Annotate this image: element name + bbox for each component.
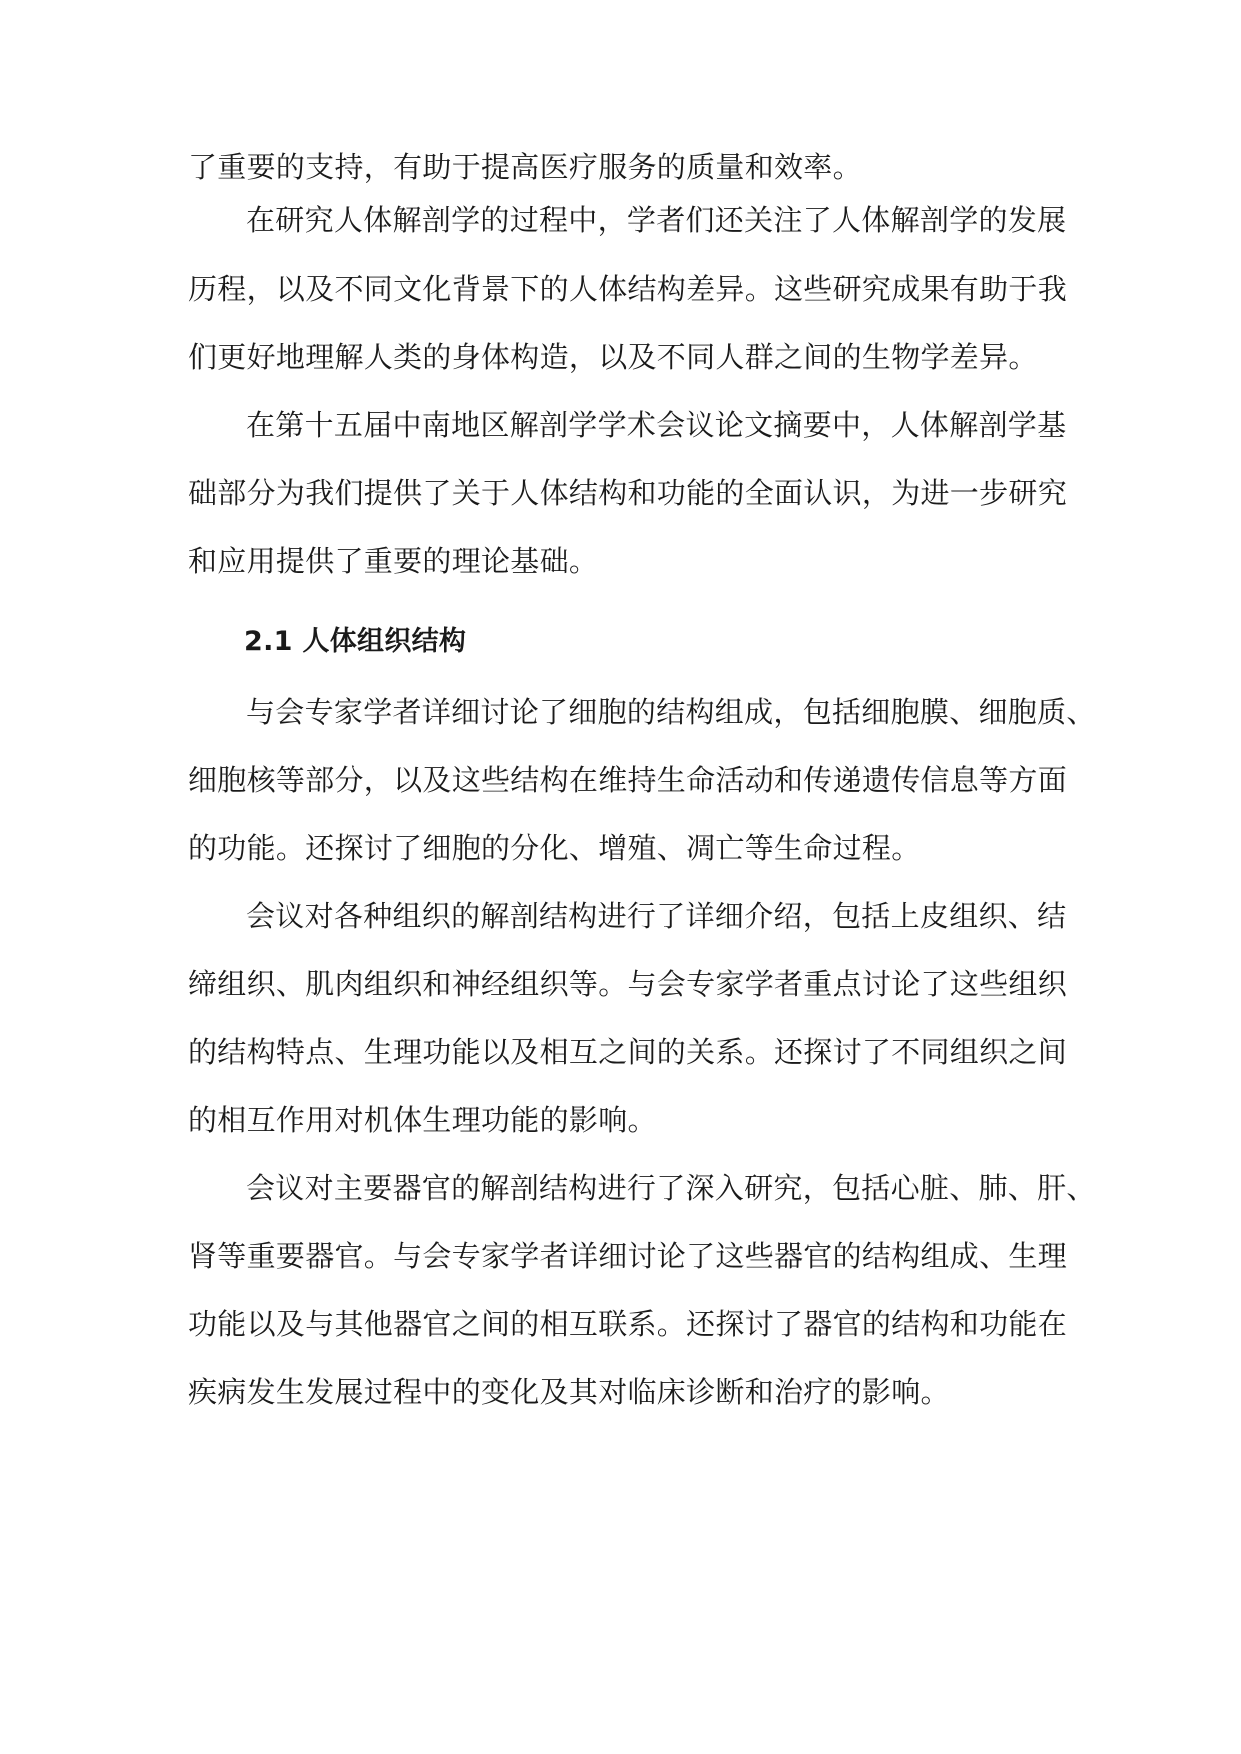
paragraph-line: 会议对主要器官的解剖结构进行了深入研究，包括心脏、肺、肝、	[246, 1171, 1096, 1205]
paragraph-line: 功能以及与其他器官之间的相互联系。还探讨了器官的结构和功能在	[188, 1307, 1068, 1341]
paragraph-line: 与会专家学者详细讨论了细胞的结构组成，包括细胞膜、细胞质、	[246, 695, 1096, 729]
paragraph-line: 肾等重要器官。与会专家学者详细讨论了这些器官的结构组成、生理	[188, 1239, 1068, 1273]
paragraph-line: 会议对各种组织的解剖结构进行了详细介绍，包括上皮组织、结	[246, 899, 1067, 933]
paragraph-line: 历程，以及不同文化背景下的人体结构差异。这些研究成果有助于我	[188, 272, 1068, 306]
paragraph-line: 疾病发生发展过程中的变化及其对临床诊断和治疗的影响。	[188, 1375, 950, 1409]
paragraph-line: 在第十五届中南地区解剖学学术会议论文摘要中，人体解剖学基	[246, 408, 1067, 442]
paragraph-line: 们更好地理解人类的身体构造，以及不同人群之间的生物学差异。	[188, 340, 1038, 374]
paragraph-line: 细胞核等部分，以及这些结构在维持生命活动和传递遗传信息等方面	[188, 763, 1068, 797]
paragraph-line: 缔组织、肌肉组织和神经组织等。与会专家学者重点讨论了这些组织	[188, 967, 1068, 1001]
paragraph-line: 础部分为我们提供了关于人体结构和功能的全面认识，为进一步研究	[188, 476, 1068, 510]
paragraph-line: 在研究人体解剖学的过程中，学者们还关注了人体解剖学的发展	[246, 203, 1067, 237]
paragraph-line: 了重要的支持，有助于提高医疗服务的质量和效率。	[188, 150, 862, 184]
paragraph-line: 和应用提供了重要的理论基础。	[188, 544, 599, 578]
paragraph-line: 的相互作用对机体生理功能的影响。	[188, 1103, 657, 1137]
paragraph-line: 的结构特点、生理功能以及相互之间的关系。还探讨了不同组织之间	[188, 1035, 1068, 1069]
section-heading: 2.1 人体组织结构	[244, 626, 467, 657]
paragraph-line: 的功能。还探讨了细胞的分化、增殖、凋亡等生命过程。	[188, 831, 921, 865]
